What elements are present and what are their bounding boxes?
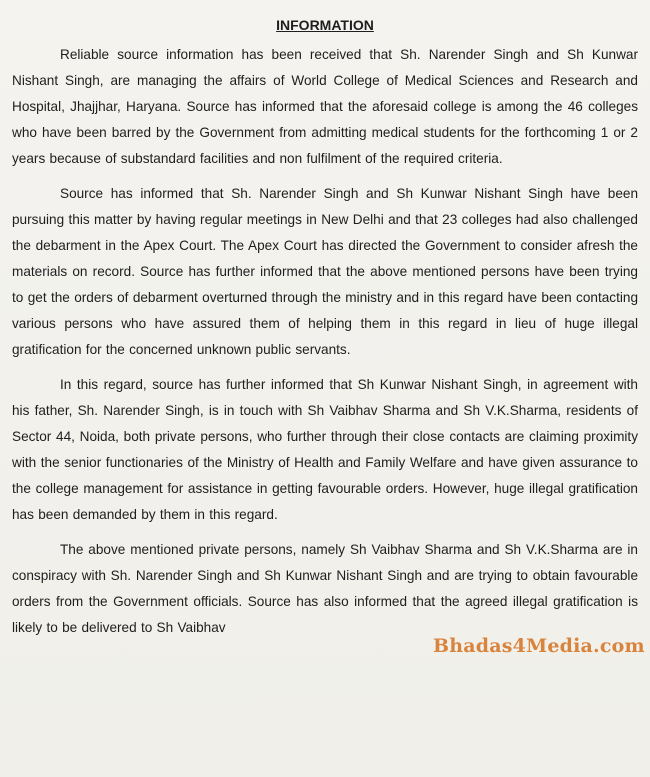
watermark-text: Bhadas4Media.com	[433, 635, 645, 657]
paragraph-4: The above mentioned private persons, namely Sh Vaibhav Sharma and Sh V.K.Sharma are in conspiracy with Sh. Narender Singh and Sh Kunwar Nishant Singh and are trying to obtain favourable orders from the Government officials. Source has also informed that the agreed illegal gratification is likely to be delivered to Sh Vaibhav	[12, 542, 638, 635]
document-title: INFORMATION	[276, 17, 374, 33]
paragraph-2: Source has informed that Sh. Narender Singh and Sh Kunwar Nishant Singh have been pursuing this matter by having regular meetings in New Delhi and that 23 colleges had also challenged the debarment in the Apex Court. The Apex Court has directed the Government to consider afresh the materials on record. Source has further informed that the above mentioned persons have been trying to get the orders of debarment overturned through the ministry and in this regard have been contacting various persons who have assured them of helping them in this regard in lieu of huge illegal gratification for the concerned unknown public servants.	[12, 186, 638, 357]
paragraph-1: Reliable source information has been received that Sh. Narender Singh and Sh Kunwar Nishant Singh, are managing the affairs of World College of Medical Sciences and Research and Hospital, Jhajjhar, Haryana. Source has informed that the aforesaid college is among the 46 colleges who have been barred by the Government from admitting medical students for the forthcoming 1 or 2 years because of substandard facilities and non fulfilment of the required criteria.	[12, 47, 638, 166]
paragraph-3: In this regard, source has further informed that Sh Kunwar Nishant Singh, in agreement with his father, Sh. Narender Singh, is in touch with Sh Vaibhav Sharma and Sh V.K.Sharma, residents of Sector 44, Noida, both private persons, who further through their close contacts are claiming proximity with the senior functionaries of the Ministry of Health and Family Welfare and have given assurance to the college management for assistance in getting favourable orders. However, huge illegal gratification has been demanded by them in this regard.	[12, 377, 638, 522]
